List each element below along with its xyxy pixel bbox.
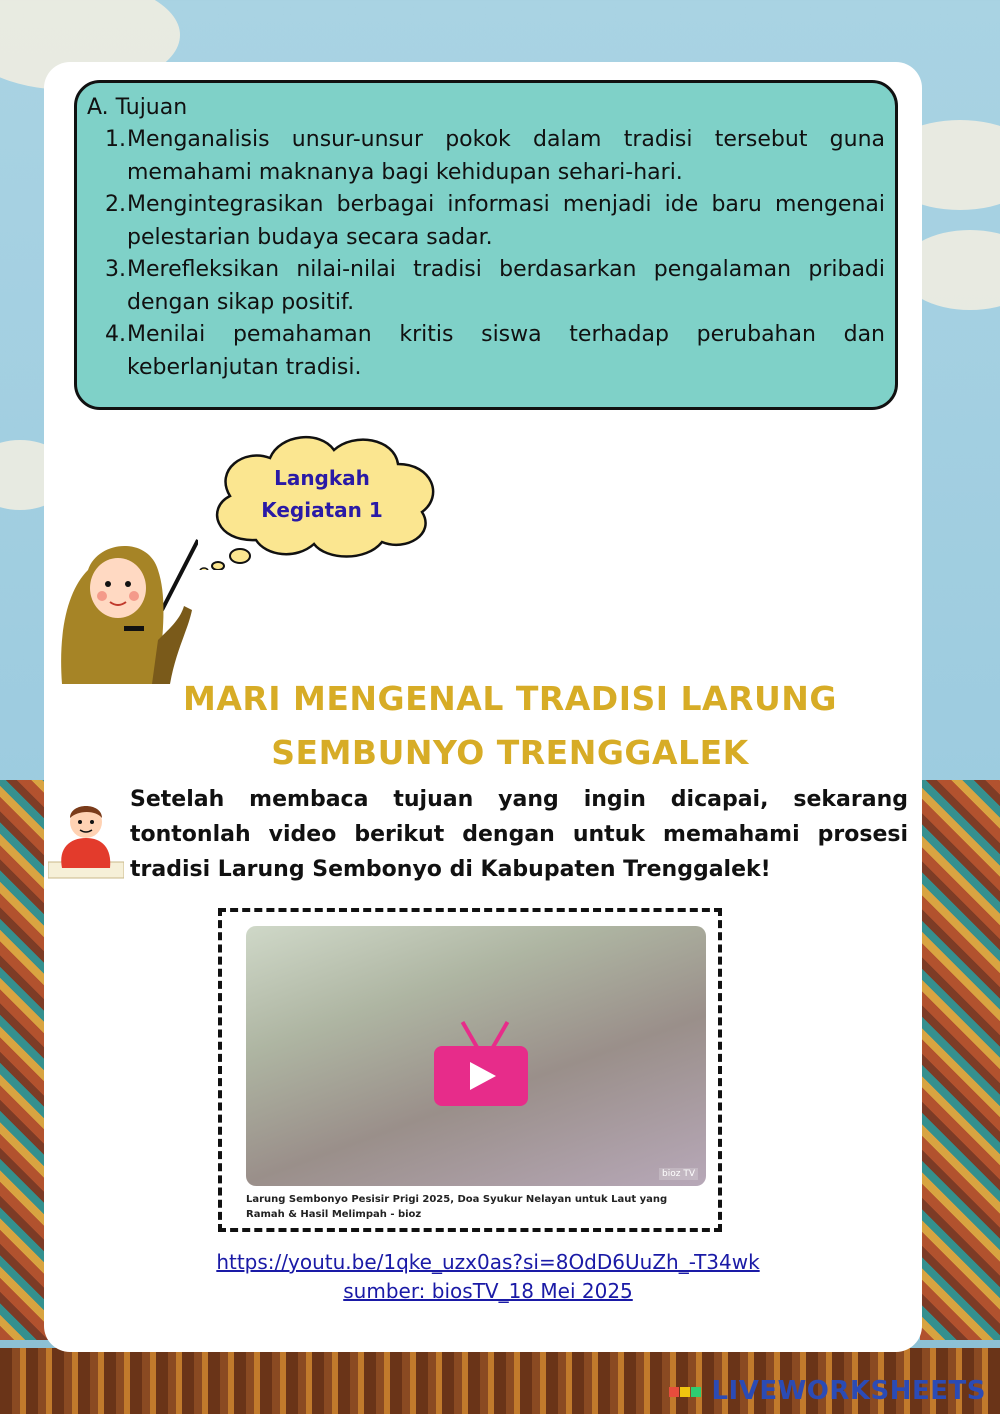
instruction-text: Setelah membaca tujuan yang ingin dicapai, sekarang tontonlah video berikut dengan untuk memahami prosesi tradisi Larung Sembonyo di Kabupaten Trenggalek! bbox=[130, 787, 908, 882]
goals-title: A. Tujuan bbox=[87, 95, 188, 120]
video-link[interactable]: https://youtu.be/1qke_uzx0as?si=8OdD6UuZh_-T34wk bbox=[216, 1250, 760, 1274]
source-link[interactable]: sumber: biosTV_18 Mei 2025 bbox=[343, 1279, 633, 1303]
goal-text: Mengintegrasikan berbagai informasi menjadi ide baru mengenai pelestarian budaya secara sadar. bbox=[127, 192, 885, 250]
video-thumbnail[interactable] bbox=[246, 926, 706, 1186]
goal-number: 3. bbox=[105, 257, 126, 282]
video-caption: Larung Sembonyo Pesisir Prigi 2025, Doa Syukur Nelayan untuk Laut yang Ramah & Hasil Melimpah - bioz bbox=[246, 1194, 668, 1220]
section-heading bbox=[150, 672, 870, 780]
play-antenna bbox=[461, 1021, 479, 1049]
goal-item bbox=[105, 124, 885, 189]
video-frame bbox=[218, 908, 722, 1232]
section-heading-line1: MARI MENGENAL TRADISI LARUNG bbox=[182, 679, 837, 718]
teacher-illustration-icon bbox=[58, 530, 198, 684]
section-heading-line2: SEMBUNYO TRENGGALEK bbox=[271, 733, 749, 772]
logo-squares-icon bbox=[669, 1376, 702, 1406]
liveworksheets-logo bbox=[669, 1376, 986, 1406]
goals-box bbox=[74, 80, 898, 410]
goal-item bbox=[105, 189, 885, 254]
goal-item bbox=[105, 254, 885, 319]
goal-number: 4. bbox=[105, 322, 126, 347]
logo-text: LIVEWORKSHEETS bbox=[711, 1376, 986, 1406]
bubble-label-line1: Langkah bbox=[274, 466, 370, 490]
play-button-icon[interactable] bbox=[434, 1046, 528, 1106]
bubble-label bbox=[222, 462, 422, 526]
play-antenna bbox=[491, 1021, 509, 1049]
goal-text: Menganalisis unsur-unsur pokok dalam tradisi tersebut guna memahami maknanya bagi kehidupan sehari-hari. bbox=[127, 127, 885, 185]
goal-number: 2. bbox=[105, 192, 126, 217]
goal-item bbox=[105, 319, 885, 384]
goal-text: Merefleksikan nilai-nilai tradisi berdasarkan pengalaman pribadi dengan sikap positif. bbox=[127, 257, 885, 315]
bubble-label-line2: Kegiatan 1 bbox=[261, 498, 383, 522]
goal-text: Menilai pemahaman kritis siswa terhadap perubahan dan keberlanjutan tradisi. bbox=[127, 322, 885, 380]
goals-list bbox=[87, 124, 885, 384]
goal-number: 1. bbox=[105, 127, 126, 152]
student-writing-icon bbox=[48, 798, 124, 884]
video-watermark: bioz TV bbox=[659, 1168, 698, 1180]
batik-decoration-right bbox=[920, 780, 1000, 1340]
video-link-block bbox=[100, 1248, 876, 1306]
